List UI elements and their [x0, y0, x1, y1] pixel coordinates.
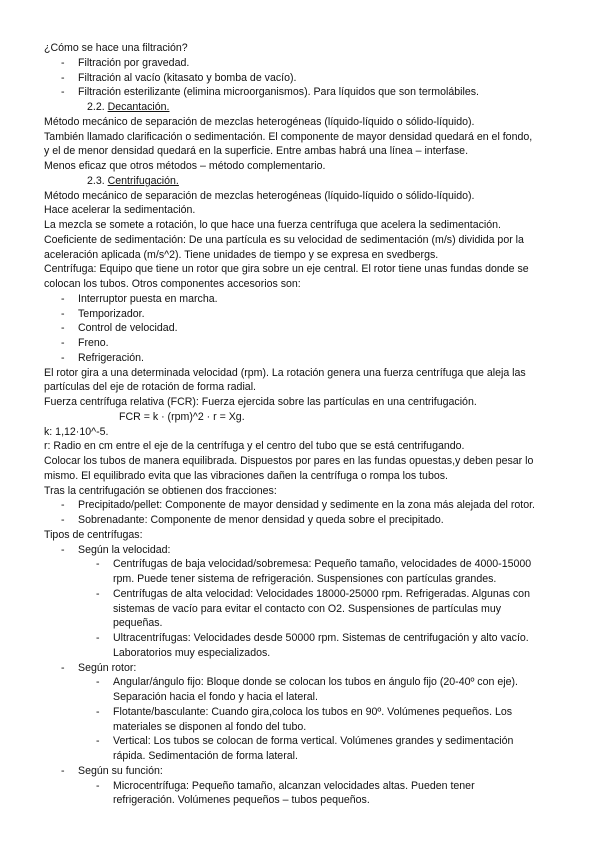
paragraph: mismo. El equilibrado evita que las vibraciones dañen la centrífuga o rompa los tubos. — [44, 469, 448, 482]
dash-bullet: - — [96, 558, 100, 571]
list-item: - Filtración por gravedad. — [61, 56, 190, 69]
sublist-item: - Centrífugas de alta velocidad: Velocidades 18000-25000 rpm. Refrigeradas. Algunas con sistemas de vacío para evitar el contacto con O2. Suspensiones de partículas muy pequeñas. — [96, 587, 530, 630]
dash-bullet: - — [61, 543, 65, 556]
dash-bullet: - — [61, 499, 65, 512]
paragraph: aceleración aplicada (m/s^2). Tiene unidades de tiempo y se expresa en svedbergs. — [44, 248, 439, 261]
dash-bullet: - — [61, 71, 65, 84]
paragraph: El rotor gira a una determinada velocidad (rpm). La rotación genera una fuerza centrífuga que aleja las — [44, 366, 526, 379]
dash-bullet: - — [61, 337, 65, 349]
list-item: - Freno. — [61, 337, 109, 349]
section-heading-centrifugacion: 2.3. Centrifugación. — [87, 174, 179, 187]
dash-bullet: - — [96, 587, 100, 600]
k-constant: k: 1,12·10^-5. — [44, 425, 109, 438]
sublist-item: - Vertical: Los tubos se colocan de forma vertical. Volúmenes grandes y sedimentación rápida. Sedimentación de forma lateral. — [96, 735, 514, 762]
list-item: - Control de velocidad. — [61, 322, 178, 335]
dash-bullet: - — [96, 676, 100, 689]
paragraph: r: Radio en cm entre el eje de la centrífuga y el centro del tubo que se está centrifugando. — [44, 440, 465, 453]
paragraph: Coeficiente de sedimentación: De una partícula es su velocidad de sedimentación (m/s) dividida por la — [44, 233, 524, 246]
list-item: - Filtración esterilizante (elimina microorganismos). Para líquidos que son termolábiles. — [61, 86, 479, 99]
dash-bullet: - — [61, 292, 65, 305]
list-item: - Según rotor: — [61, 661, 137, 674]
fcr-formula: FCR = k · (rpm)^2 · r = Xg. — [119, 410, 245, 423]
paragraph: Fuerza centrífuga relativa (FCR): Fuerza ejercida sobre las partículas en una centrifugación. — [44, 396, 477, 408]
sublist-item: - Centrífugas de baja velocidad/sobremesa: Pequeño tamaño, velocidades de 4000-15000 rpm. Puede tener sistema de refrigeración. Suspensiones con partículas grandes. — [96, 558, 532, 585]
dash-bullet: - — [61, 351, 65, 364]
paragraph: También llamado clarificación o sedimentación. El componente de mayor densidad quedará en el fondo, — [44, 130, 533, 143]
dash-bullet: - — [61, 307, 65, 320]
paragraph: y el de menor densidad quedará en la superficie. Entre ambas habrá una línea – interfase. — [44, 145, 469, 158]
dash-bullet: - — [61, 764, 65, 777]
sublist-item: - Flotante/basculante: Cuando gira,coloca los tubos en 90º. Volúmenes pequeños. Los materiales se disponen al fondo del tubo. — [96, 705, 513, 733]
paragraph: Colocar los tubos de manera equilibrada. Dispuestos por pares en las fundas opuestas,y deben pesar lo — [44, 455, 534, 467]
list-item: - Filtración al vacío (kitasato y bomba de vacío). — [61, 71, 297, 84]
paragraph: La mezcla se somete a rotación, lo que hace una fuerza centrífuga que acelera la sedimentación. — [44, 219, 501, 231]
dash-bullet: - — [61, 56, 65, 69]
paragraph: Tipos de centrífugas: — [44, 528, 143, 541]
paragraph: Centrífuga: Equipo que tiene un rotor que gira sobre un eje central. El rotor tiene unas fundas donde se — [44, 263, 529, 276]
dash-bullet: - — [96, 632, 100, 644]
section-heading-decantacion: 2.2. Decantación. — [87, 101, 170, 113]
list-item: - Precipitado/pellet: Componente de mayor densidad y sedimente en la zona más alejada del rotor. — [61, 499, 535, 512]
dash-bullet: - — [61, 661, 65, 674]
list-item: - Según la velocidad: — [61, 543, 171, 556]
sublist-item: - Ultracentrífugas: Velocidades desde 50000 rpm. Sistemas de centrifugación y alto vacío. Laboratorios muy especializados. — [96, 632, 529, 659]
dash-bullet: - — [61, 514, 65, 526]
list-item: - Interruptor puesta en marcha. — [61, 292, 218, 305]
paragraph: Método mecánico de separación de mezclas heterogéneas (líquido-líquido o sólido-líquido). — [44, 189, 475, 202]
sublist-item: - Microcentrífuga: Pequeño tamaño, alcanzan velocidades altas. Pueden tener refrigeración. Volúmenes pequeños – tubos pequeños. — [96, 779, 475, 807]
question-filtracion: ¿Cómo se hace una filtración? — [44, 42, 188, 54]
paragraph: Menos eficaz que otros métodos – método complementario. — [44, 160, 326, 172]
paragraph: Método mecánico de separación de mezclas heterogéneas (líquido-líquido o sólido-líquido). — [44, 115, 475, 128]
list-item: - Sobrenadante: Componente de menor densidad y queda sobre el precipitado. — [61, 514, 444, 526]
list-item: - Refrigeración. — [61, 351, 144, 364]
dash-bullet: - — [61, 86, 65, 99]
dash-bullet: - — [61, 322, 65, 335]
list-item: - Según su función: — [61, 764, 163, 777]
paragraph: partículas del eje de rotación de forma radial. — [44, 381, 256, 394]
document-page — [44, 41, 564, 808]
sublist-item: - Angular/ángulo fijo: Bloque donde se colocan los tubos en ángulo fijo (20-40º con eje). Separación hacia el fondo y hacia el lateral. — [96, 676, 518, 703]
list-item: - Temporizador. — [61, 307, 145, 320]
paragraph: Tras la centrifugación se obtienen dos fracciones: — [44, 484, 277, 497]
paragraph: colocan los tubos. Otros componentes accesorios son: — [44, 278, 301, 290]
paragraph: Hace acelerar la sedimentación. — [44, 204, 196, 217]
dash-bullet: - — [96, 779, 100, 792]
dash-bullet: - — [96, 705, 100, 718]
dash-bullet: - — [96, 735, 100, 748]
